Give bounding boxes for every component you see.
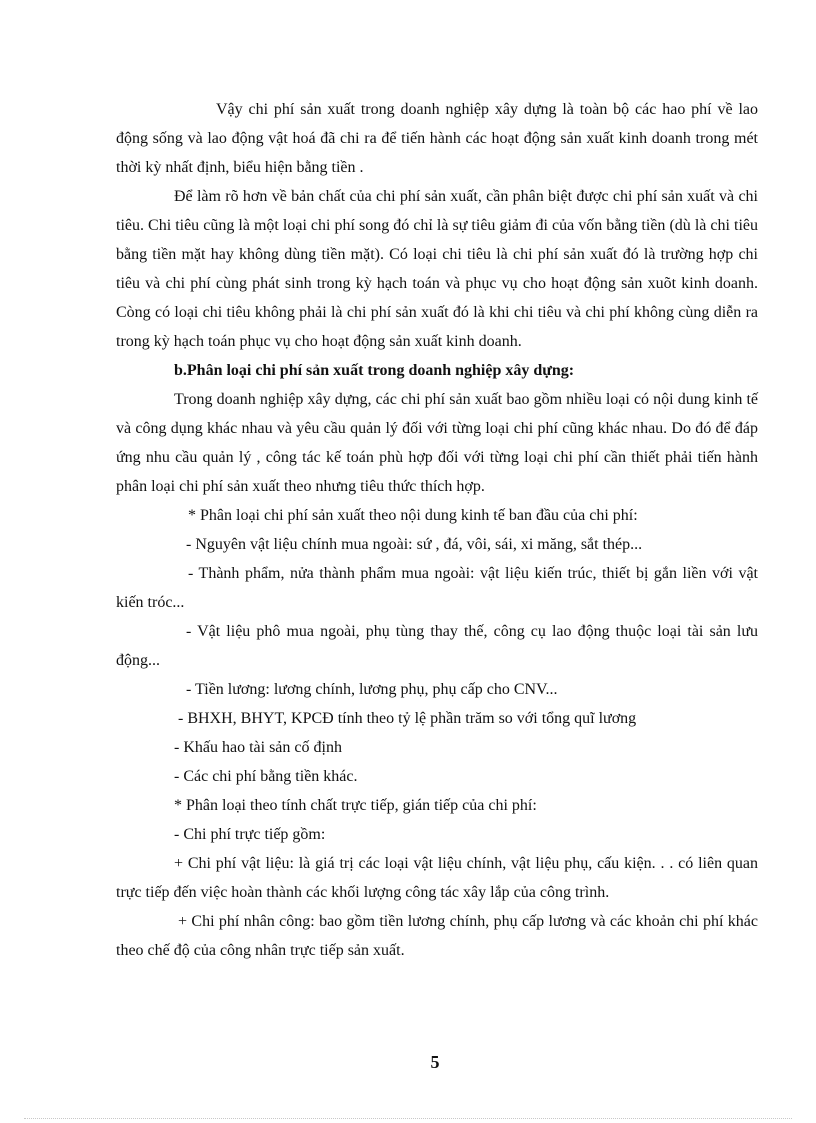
list-item: - BHXH, BHYT, KPCĐ tính theo tỷ lệ phần trăm so với tổng quĩ lương (178, 710, 637, 727)
list-item: - Các chi phí bằng tiền khác. (174, 768, 358, 785)
list-item: + Chi phí nhân công: bao gồm tiền lương chính, phụ cấp lương và các khoản chi phí khác theo chế độ của công nhân trực tiếp sản xuất. (116, 913, 758, 959)
list-item: - Tiền lương: lương chính, lương phụ, phụ cấp cho CNV... (186, 681, 558, 698)
document-body (116, 95, 758, 965)
paragraph-definition: Vậy chi phí sản xuất trong doanh nghiệp xây dựng là toàn bộ các hao phí về lao động sống và lao động vật hoá đã chi ra để tiến hành các hoạt động sản xuất kinh doanh trong mét thời kỳ nhất định, biểu hiện bằng tiền . (116, 101, 758, 176)
list-item: + Chi phí vật liệu: là giá trị các loại vật liệu chính, vật liệu phụ, cấu kiện. . . có liên quan trực tiếp đến việc hoàn thành các khối lượng công tác xây lắp của công trình. (116, 855, 758, 901)
list-item: - Khấu hao tài sản cố định (174, 739, 342, 756)
section-heading: b.Phân loại chi phí sản xuất trong doanh nghiệp xây dựng: (174, 362, 575, 379)
section-intro: Trong doanh nghiệp xây dựng, các chi phí sản xuất bao gồm nhiều loại có nội dung kinh tế và công dụng khác nhau và yêu cầu quản lý đối với từng loại chi phí cũng khác nhau. Do đó để đáp ứng nhu cầu quản lý , công tác kế toán phù hợp đối với từng loại chi phí cần thiết phải tiến hành phân loại chi phí sản xuất theo nhưng tiêu thức thích hợp. (116, 391, 758, 495)
classification-direct-subtitle: - Chi phí trực tiếp gồm: (174, 826, 326, 843)
list-item: - Thành phẩm, nửa thành phẩm mua ngoài: vật liệu kiến trúc, thiết bị gắn liền với vật kiến tróc... (116, 565, 758, 611)
list-item: - Vật liệu phô mua ngoài, phụ tùng thay thế, công cụ lao động thuộc loại tài sản lưu động... (116, 623, 758, 669)
list-item: - Nguyên vật liệu chính mua ngoài: sứ , đá, vôi, sái, xi măng, sắt thép... (186, 536, 643, 553)
classification-direct-title: * Phân loại theo tính chất trực tiếp, gián tiếp của chi phí: (174, 797, 537, 814)
page-number: 5 (430, 1052, 440, 1072)
classification-economic-title: * Phân loại chi phí sản xuất theo nội dung kinh tế ban đầu của chi phí: (188, 507, 638, 524)
footer-divider (24, 1118, 792, 1119)
paragraph-cost-vs-spending: Để làm rõ hơn về bản chất của chi phí sản xuất, cần phân biệt được chi phí sản xuất và chi tiêu. Chi tiêu cũng là một loại chi phí song đó chỉ là sự tiêu giảm đi của vốn bằng tiền (dù là chi tiêu bằng tiền mặt hay không dùng tiền mặt). Có loại chi tiêu là chi phí sản xuất đó là trường hợp chi tiêu và chi phí cùng phát sinh trong kỳ hạch toán và phục vụ cho hoạt động sản xuõt kinh doanh. Còng có loại chi tiêu không phải là chi phí sản xuất đó là khi chi tiêu và chi phí không cùng diễn ra trong kỳ hạch toán phục vụ cho hoạt động sản xuất kinh doanh. (116, 188, 758, 350)
